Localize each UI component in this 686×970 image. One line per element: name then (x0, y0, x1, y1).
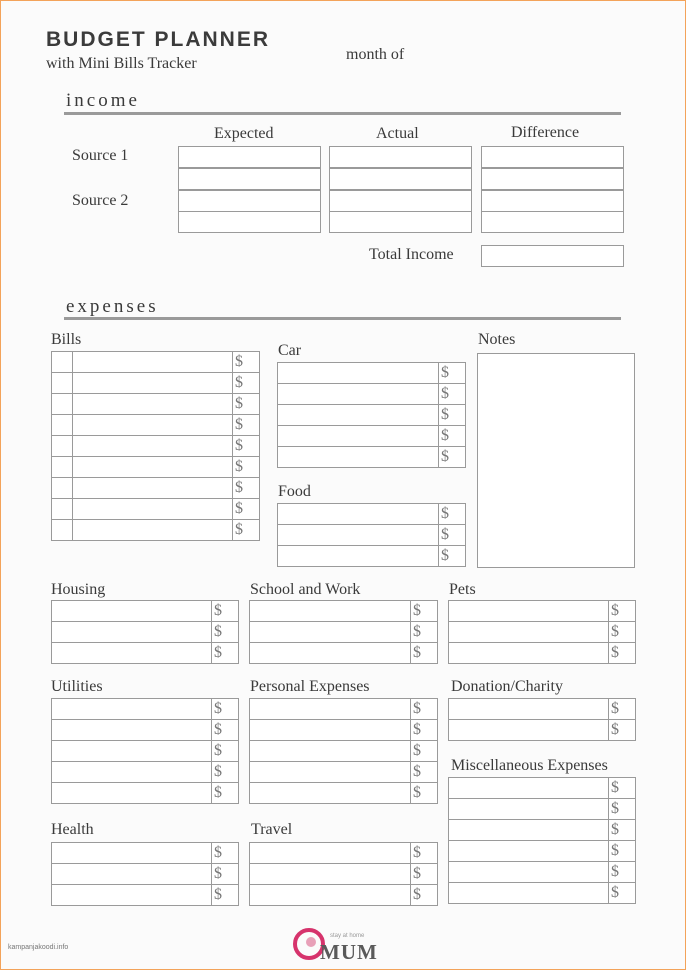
description-field[interactable] (449, 622, 608, 642)
amount-field[interactable]: $ (232, 352, 259, 372)
misc-row[interactable] (448, 861, 636, 883)
travel-row[interactable] (249, 863, 438, 885)
amount-field[interactable]: $ (410, 762, 437, 782)
car-row[interactable] (277, 446, 466, 468)
amount-field[interactable]: $ (211, 643, 238, 663)
description-field[interactable] (449, 841, 608, 861)
misc-row[interactable] (448, 798, 636, 820)
page-title: BUDGET PLANNER (46, 28, 271, 51)
amount-field[interactable]: $ (410, 885, 437, 905)
health-row[interactable] (51, 863, 239, 885)
misc-table (448, 778, 636, 904)
income-cell[interactable] (481, 146, 624, 168)
bills-row[interactable] (51, 414, 260, 436)
description-field[interactable] (250, 783, 410, 803)
description-field[interactable] (250, 843, 410, 863)
bills-row[interactable] (51, 519, 260, 541)
description-field[interactable] (250, 885, 410, 905)
amount-field[interactable]: $ (232, 436, 259, 456)
misc-row[interactable] (448, 819, 636, 841)
pets-title: Pets (449, 581, 476, 598)
logo-small-text: stay at home (330, 933, 365, 939)
description-field[interactable] (250, 864, 410, 884)
paid-checkbox[interactable] (52, 373, 73, 393)
amount-field[interactable]: $ (410, 720, 437, 740)
description-field[interactable] (278, 525, 438, 545)
description-field[interactable] (449, 799, 608, 819)
health-row[interactable] (51, 842, 239, 864)
travel-title: Travel (251, 821, 293, 838)
description-field[interactable] (278, 504, 438, 524)
car-row[interactable] (277, 383, 466, 405)
food-table (277, 504, 466, 567)
description-field[interactable] (52, 720, 211, 740)
travel-row[interactable] (249, 842, 438, 864)
car-row[interactable] (277, 425, 466, 447)
description-field[interactable] (278, 363, 438, 383)
amount-field[interactable]: $ (232, 415, 259, 435)
description-field[interactable] (52, 864, 211, 884)
amount-field[interactable]: $ (608, 778, 635, 798)
paid-checkbox[interactable] (52, 520, 73, 540)
misc-row[interactable] (448, 777, 636, 799)
health-table (51, 843, 239, 906)
amount-field[interactable]: $ (438, 426, 465, 446)
bills-row[interactable] (51, 456, 260, 478)
utilities-table (51, 699, 239, 804)
description-field[interactable] (250, 699, 410, 719)
description-field[interactable] (52, 762, 211, 782)
bills-row[interactable] (51, 351, 260, 373)
paid-checkbox[interactable] (52, 436, 73, 456)
personal-title: Personal Expenses (250, 678, 370, 695)
utilities-row[interactable] (51, 719, 239, 741)
amount-field[interactable]: $ (232, 457, 259, 477)
utilities-row[interactable] (51, 698, 239, 720)
amount-field[interactable]: $ (211, 720, 238, 740)
income-cell[interactable] (329, 168, 472, 190)
health-row[interactable] (51, 884, 239, 906)
description-field[interactable] (449, 820, 608, 840)
notes-title: Notes (478, 331, 516, 348)
income-col-difference: Difference (511, 124, 580, 141)
personal-row[interactable] (249, 782, 438, 804)
amount-field[interactable]: $ (211, 864, 238, 884)
pets-row[interactable] (448, 621, 636, 643)
utilities-row[interactable] (51, 740, 239, 762)
expenses-rule (64, 317, 621, 320)
utilities-row[interactable] (51, 761, 239, 783)
footer-url: kampanjakoodi.info (8, 944, 69, 951)
amount-field[interactable]: $ (410, 622, 437, 642)
description-field[interactable] (52, 601, 211, 621)
description-field[interactable] (250, 622, 410, 642)
food-row[interactable] (277, 524, 466, 546)
income-cell[interactable] (178, 146, 321, 168)
income-cell[interactable] (178, 168, 321, 190)
description-field[interactable] (52, 622, 211, 642)
housing-table (51, 601, 239, 664)
paid-checkbox[interactable] (52, 457, 73, 477)
pets-row[interactable] (448, 600, 636, 622)
paid-checkbox[interactable] (52, 478, 73, 498)
income-source-2-label: Source 2 (72, 192, 129, 209)
amount-field[interactable]: $ (410, 783, 437, 803)
amount-field[interactable]: $ (608, 643, 635, 663)
personal-row[interactable] (249, 719, 438, 741)
description-field[interactable] (278, 426, 438, 446)
description-field[interactable] (73, 457, 232, 477)
income-col-actual: Actual (376, 125, 419, 142)
donation-row[interactable] (448, 698, 636, 720)
donation-row[interactable] (448, 719, 636, 741)
car-table (277, 363, 466, 468)
description-field[interactable] (52, 643, 211, 663)
food-title: Food (278, 483, 311, 500)
amount-field[interactable]: $ (232, 499, 259, 519)
amount-field[interactable]: $ (410, 643, 437, 663)
school-table (249, 601, 438, 664)
amount-field[interactable]: $ (608, 799, 635, 819)
housing-title: Housing (51, 581, 106, 598)
income-heading: income (66, 90, 140, 111)
amount-field[interactable]: $ (410, 741, 437, 761)
description-field[interactable] (449, 778, 608, 798)
amount-field[interactable]: $ (438, 363, 465, 383)
amount-field[interactable]: $ (410, 843, 437, 863)
health-title: Health (51, 821, 94, 838)
car-title: Car (278, 342, 302, 359)
personal-table (249, 699, 438, 804)
amount-field[interactable]: $ (608, 820, 635, 840)
amount-field[interactable]: $ (232, 520, 259, 540)
description-field[interactable] (73, 352, 232, 372)
description-field[interactable] (73, 520, 232, 540)
description-field[interactable] (278, 546, 438, 566)
amount-field[interactable]: $ (438, 384, 465, 404)
amount-field[interactable]: $ (608, 720, 635, 740)
income-cell[interactable] (178, 190, 321, 212)
amount-field[interactable]: $ (211, 601, 238, 621)
donation-table (448, 699, 636, 741)
personal-row[interactable] (249, 761, 438, 783)
description-field[interactable] (449, 720, 608, 740)
bills-table (51, 352, 260, 541)
description-field[interactable] (250, 601, 410, 621)
amount-field[interactable]: $ (211, 699, 238, 719)
income-col-expected: Expected (214, 125, 274, 142)
utilities-row[interactable] (51, 782, 239, 804)
personal-row[interactable] (249, 698, 438, 720)
amount-field[interactable]: $ (608, 883, 635, 903)
bills-row[interactable] (51, 498, 260, 520)
school-title: School and Work (250, 581, 361, 598)
total-income-field[interactable] (481, 245, 624, 267)
description-field[interactable] (449, 643, 608, 663)
description-field[interactable] (52, 843, 211, 863)
description-field[interactable] (73, 478, 232, 498)
description-field[interactable] (73, 394, 232, 414)
food-row[interactable] (277, 545, 466, 567)
description-field[interactable] (73, 436, 232, 456)
pets-row[interactable] (448, 642, 636, 664)
income-cell[interactable] (481, 211, 624, 233)
notes-field[interactable] (477, 353, 635, 568)
description-field[interactable] (73, 499, 232, 519)
paid-checkbox[interactable] (52, 394, 73, 414)
bills-row[interactable] (51, 477, 260, 499)
income-cell[interactable] (329, 211, 472, 233)
food-row[interactable] (277, 503, 466, 525)
amount-field[interactable]: $ (232, 394, 259, 414)
amount-field[interactable]: $ (608, 841, 635, 861)
travel-table (249, 843, 438, 906)
description-field[interactable] (52, 741, 211, 761)
housing-row[interactable] (51, 621, 239, 643)
description-field[interactable] (449, 883, 608, 903)
amount-field[interactable]: $ (211, 762, 238, 782)
description-field[interactable] (73, 373, 232, 393)
description-field[interactable] (250, 762, 410, 782)
bills-row[interactable] (51, 435, 260, 457)
description-field[interactable] (250, 741, 410, 761)
amount-field[interactable]: $ (608, 622, 635, 642)
amount-field[interactable]: $ (410, 864, 437, 884)
total-income-label: Total Income (369, 246, 454, 263)
car-row[interactable] (277, 404, 466, 426)
utilities-title: Utilities (51, 678, 103, 695)
amount-field[interactable]: $ (232, 478, 259, 498)
logo-text: MUM (320, 940, 378, 964)
amount-field[interactable]: $ (608, 601, 635, 621)
amount-field[interactable]: $ (410, 699, 437, 719)
misc-row[interactable] (448, 882, 636, 904)
bills-title: Bills (51, 331, 82, 348)
expenses-heading: expenses (66, 296, 159, 317)
description-field[interactable] (52, 699, 211, 719)
pets-table (448, 601, 636, 664)
income-cell[interactable] (481, 168, 624, 190)
paid-checkbox[interactable] (52, 352, 73, 372)
amount-field[interactable]: $ (410, 601, 437, 621)
housing-row[interactable] (51, 600, 239, 622)
amount-field[interactable]: $ (211, 622, 238, 642)
description-field[interactable] (278, 384, 438, 404)
month-label: month of (346, 46, 405, 63)
personal-row[interactable] (249, 740, 438, 762)
misc-title: Miscellaneous Expenses (451, 757, 608, 774)
paid-checkbox[interactable] (52, 415, 73, 435)
donation-title: Donation/Charity (451, 678, 563, 695)
paid-checkbox[interactable] (52, 499, 73, 519)
income-source-1-label: Source 1 (72, 147, 129, 164)
amount-field[interactable]: $ (211, 843, 238, 863)
income-cell[interactable] (329, 146, 472, 168)
bills-row[interactable] (51, 393, 260, 415)
school-row[interactable] (249, 621, 438, 643)
amount-field[interactable]: $ (608, 699, 635, 719)
description-field[interactable] (250, 720, 410, 740)
amount-field[interactable]: $ (438, 447, 465, 467)
amount-field[interactable]: $ (438, 525, 465, 545)
amount-field[interactable]: $ (438, 504, 465, 524)
description-field[interactable] (278, 447, 438, 467)
bills-row[interactable] (51, 372, 260, 394)
school-row[interactable] (249, 642, 438, 664)
description-field[interactable] (52, 885, 211, 905)
school-row[interactable] (249, 600, 438, 622)
description-field[interactable] (73, 415, 232, 435)
income-rule (64, 112, 621, 115)
amount-field[interactable]: $ (211, 741, 238, 761)
housing-row[interactable] (51, 642, 239, 664)
income-cell[interactable] (178, 211, 321, 233)
description-field[interactable] (449, 862, 608, 882)
travel-row[interactable] (249, 884, 438, 906)
description-field[interactable] (52, 783, 211, 803)
income-cell[interactable] (481, 190, 624, 212)
amount-field[interactable]: $ (438, 546, 465, 566)
amount-field[interactable]: $ (211, 885, 238, 905)
description-field[interactable] (250, 643, 410, 663)
description-field[interactable] (449, 601, 608, 621)
description-field[interactable] (278, 405, 438, 425)
amount-field[interactable]: $ (211, 783, 238, 803)
amount-field[interactable]: $ (438, 405, 465, 425)
misc-row[interactable] (448, 840, 636, 862)
car-row[interactable] (277, 362, 466, 384)
description-field[interactable] (449, 699, 608, 719)
amount-field[interactable]: $ (232, 373, 259, 393)
page-subtitle: with Mini Bills Tracker (46, 55, 197, 72)
income-cell[interactable] (329, 190, 472, 212)
amount-field[interactable]: $ (608, 862, 635, 882)
